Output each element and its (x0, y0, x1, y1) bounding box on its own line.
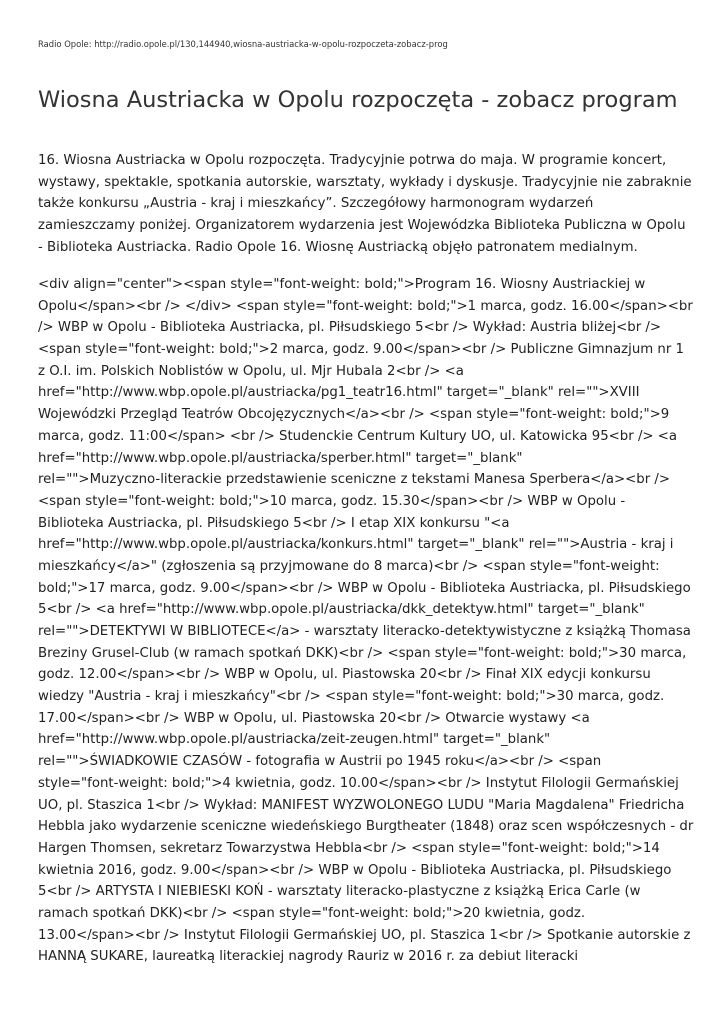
program-line: <div align="center"><span style="font-weight: bold;">Program 16. Wiosny Austriackiej w (38, 277, 646, 292)
program-line: Breziny Grusel-Club (w ramach spotkań DKK)<br /> <span style="font-weight: bold;">30 marca, (38, 645, 687, 661)
program-line: rel="">Muzyczno-literackie przedstawienie sceniczne z tekstami Manesa Sperbera</a><br /> (38, 472, 671, 488)
program-line: kwietnia 2016, godz. 9.00</span><br /> WBP w Opolu - Biblioteka Austriacka, pl. Piłsudskiego (38, 862, 672, 878)
program-line: <span style="font-weight: bold;">10 marca, godz. 15.30</span><br /> WBP w Opolu - (38, 493, 626, 509)
intro-line: wystawy, spektakle, spotkania autorskie, warsztaty, wykłady i dyskusje. Tradycyjnie nie zabraknie (38, 174, 692, 190)
intro-line: - Biblioteka Austriacka. Radio Opole 16. Wiosnę Austriacką objęło patronatem medialnym. (38, 239, 638, 255)
program-line: 5<br /> <a href="http://www.wbp.opole.pl/austriacka/dkk_detektyw.html" target="_blank" (38, 602, 645, 618)
program-line: 5<br /> ARTYSTA I NIEBIESKI KOŃ - warsztaty literacko-plastyczne z książką Erica Carle (w (38, 884, 641, 900)
program-line: rel="">DETEKTYWI W BIBLIOTECE</a> - warsztaty literacko-detektywistyczne z książką Thomasa (38, 624, 691, 639)
program-line: /> WBP w Opolu - Biblioteka Austriacka, pl. Piłsudskiego 5<br /> Wykład: Austria bliżej<br /> (38, 320, 662, 336)
program-line: ramach spotkań DKK)<br /> <span style="font-weight: bold;">20 kwietnia, godz. (38, 905, 586, 921)
program-line: godz. 12.00</span><br /> WBP w Opolu, ul. Piastowska 20<br /> Finał XIX edycji konkursu (38, 667, 651, 683)
program-line: href="http://www.wbp.opole.pl/austriacka/zeit-zeugen.html" target="_blank" (38, 732, 551, 748)
article-intro (38, 150, 692, 258)
program-line: mieszkańcy</a>" (zgłoszenia są przyjmowane do 8 marca)<br /> <span style="font-weight: (38, 558, 660, 574)
program-line: Hebbla jako wydarzenie sceniczne wiedeńskiego Burgtheater (1848) oraz scen współczesnych - dr (38, 819, 694, 835)
program-line: z O.I. im. Polskich Noblistów w Opolu, ul. Mjr Hubala 2<br /> <a (38, 363, 464, 379)
program-line: UO, pl. Staszica 1<br /> Wykład: MANIFEST WYZWOLONEGO LUDU "Maria Magdalena" Friedricha (38, 797, 685, 813)
intro-line: zamieszczamy poniżej. Organizatorem wydarzenia jest Wojewódzka Biblioteka Publiczna w Opolu (38, 218, 686, 234)
program-line: rel="">ŚWIADKOWIE CZASÓW - fotografia w Austrii po 1945 roku</a><br /> <span (38, 754, 602, 770)
program-line: href="http://www.wbp.opole.pl/austriacka/sperber.html" target="_blank" (38, 450, 523, 466)
program-line: <span style="font-weight: bold;">2 marca, godz. 9.00</span><br /> Publiczne Gimnazjum nr 1 (38, 342, 685, 358)
program-line: marca, godz. 11:00</span> <br /> Studenckie Centrum Kultury UO, ul. Katowicka 95<br /> <a (38, 428, 678, 444)
program-line: Hargen Thomsen, sekretarz Towarzystwa Hebbla<br /> <span style="font-weight: bold;">14 (38, 840, 660, 856)
source-url: Radio Opole: http://radio.opole.pl/130,144940,wiosna-austriacka-w-opolu-rozpoczeta-zobacz-prog (38, 39, 448, 49)
intro-line: także konkursu „Austria - kraj i mieszkańcy”. Szczegółowy harmonogram wydarzeń (38, 196, 594, 212)
program-line: Opolu</span><br /> </div> <span style="font-weight: bold;">1 marca, godz. 16.00</span><br (38, 298, 693, 314)
program-line: HANNĄ SUKARE, laureatką literackiej nagrody Rauriz w 2016 r. za debiut literacki (38, 949, 579, 965)
program-line: wiedzy "Austria - kraj i mieszkańcy"<br /> <span style="font-weight: bold;">30 marca, godz. (38, 689, 665, 705)
program-line: style="font-weight: bold;">4 kwietnia, godz. 10.00</span><br /> Instytut Filologii Germańskiej (38, 775, 679, 791)
program-line: Biblioteka Austriacka, pl. Piłsudskiego 5<br /> I etap XIX konkursu "<a (38, 515, 510, 531)
program-line: 13.00</span><br /> Instytut Filologii Germańskiej UO, pl. Staszica 1<br /> Spotkanie autorskie z (38, 927, 691, 943)
program-raw-html-text (38, 274, 694, 968)
article-title: Wiosna Austriacka w Opolu rozpoczęta - zobacz program (38, 87, 678, 113)
program-line: Wojewódzki Przegląd Teatrów Obcojęzycznych</a><br /> <span style="font-weight: bold;">9 (38, 407, 670, 423)
program-line: bold;">17 marca, godz. 9.00</span><br /> WBP w Opolu - Biblioteka Austriacka, pl. Piłsudskiego (38, 580, 691, 596)
program-line: href="http://www.wbp.opole.pl/austriacka/pg1_teatr16.html" target="_blank" rel="">XVIII (38, 385, 640, 401)
intro-line: 16. Wiosna Austriacka w Opolu rozpoczęta. Tradycyjnie potrwa do maja. W programie koncert, (38, 153, 667, 168)
program-line: 17.00</span><br /> WBP w Opolu, ul. Piastowska 20<br /> Otwarcie wystawy <a (38, 710, 590, 726)
program-line: href="http://www.wbp.opole.pl/austriacka/konkurs.html" target="_blank" rel="">Austria - kraj i (38, 537, 674, 553)
